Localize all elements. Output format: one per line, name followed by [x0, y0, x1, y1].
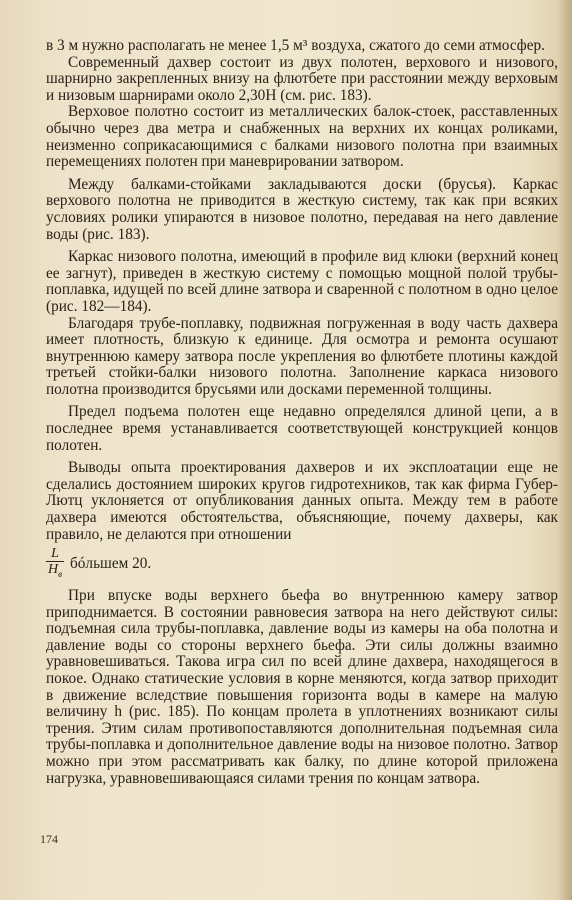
- paragraph-5: Каркас низового полотна, имеющий в профиле вид клюки (верхний конец ее загнут), приведен в жесткую систему с помощью мощной полой трубы-поплавка, идущей по всей длине затвора и сваренной с полотном в одно целое (рис. 182—184).: [46, 248, 558, 315]
- fraction-denominator: $H_в$: [47, 562, 63, 580]
- paragraph-9: При впуске воды верхнего бьефа во внутреннюю камеру затвор приподнимается. В состоянии равновесия затвора на него действуют силы: подъемная сила трубы-поплавка, давление воды из камеры на оба полотна и давление воды со стороны верхнего бьефа. Эти силы должны взаимно уравновешиваться. Такова игра сил по всей длине дахвера, находящегося в покое. Однако статические условия в корне меняются, когда затвор приходит в движение вследствие повышения горизонта воды в камере на малую величину h (рис. 185). По концам пролета в уплотнениях возникают силы трения. Этим силам противопоставляются дополнительная подъемная сила трубы-поплавка и дополнительное давление воды на низовое полотно. Затвор можно при этом рассматривать как балку, по длине которой приложена нагрузка, уравновешивающаяся силами трения по концам затвора.: [46, 587, 558, 787]
- body-text: [46, 38, 558, 787]
- ratio-formula: [46, 546, 151, 582]
- paragraph-8: Выводы опыта проектирования дахверов и их эксплоатации еще не сделались достоянием широких кругов гидротехников, так как фирма Губер-Лютц уклоняется от опубликования данных опыта. Между тем в работе дахвера имеются обстоятельства, объясняющие, почему дахверы, как правило, не делаются при отношении: [46, 459, 558, 543]
- paragraph-2: Современный дахвер состоит из двух полотен, верхового и низового, шарнирно закрепленных внизу на флютбете при расстоянии между верховым и низовым шарнирами около 2,30H (см. рис. 183).: [46, 53, 558, 104]
- paragraph-3: Верховое полотно состоит из металлических балок-стоек, расставленных обычно через два метра и снабженных на верхних их концах роликами, неизменно соприкасающимися с балками низового полотна при взаимных перемещениях полотен при маневрировании затвором.: [46, 103, 558, 171]
- fraction: [46, 546, 64, 582]
- formula-suffix: бóльшем 20.: [70, 554, 152, 572]
- paragraph-4: Между балками-стойками закладываются доски (брусья). Каркас верхового полотна не приводится в жесткую систему, так как при всяких условиях ролики упираются в низовое полотно, передавая на него давление воды (рис. 183).: [46, 175, 558, 243]
- paragraph-1: в 3 м нужно располагать не менее 1,5 м³ воздуха, сжатого до семи атмосфер.: [46, 37, 545, 54]
- paragraph-7: Предел подъема полотен еще недавно определялся длиной цепи, а в последнее время устанавливается соответствующей конструкцией концов полотен.: [46, 403, 558, 454]
- page-number: 174: [40, 832, 58, 846]
- paragraph-6: Благодаря трубе-поплавку, подвижная погруженная в воду часть дахвера имеет плотность, близкую к единице. Для осмотра и ремонта осушают внутреннюю камеру затвора после укрепления во флютбете плотины каждой третьей стойки-балки низового полотна. Заполнение каркаса низового полотна производится брусьями или досками переменной толщины.: [46, 314, 558, 398]
- fraction-numerator: L: [51, 546, 59, 562]
- page-edge-shadow: [558, 0, 572, 900]
